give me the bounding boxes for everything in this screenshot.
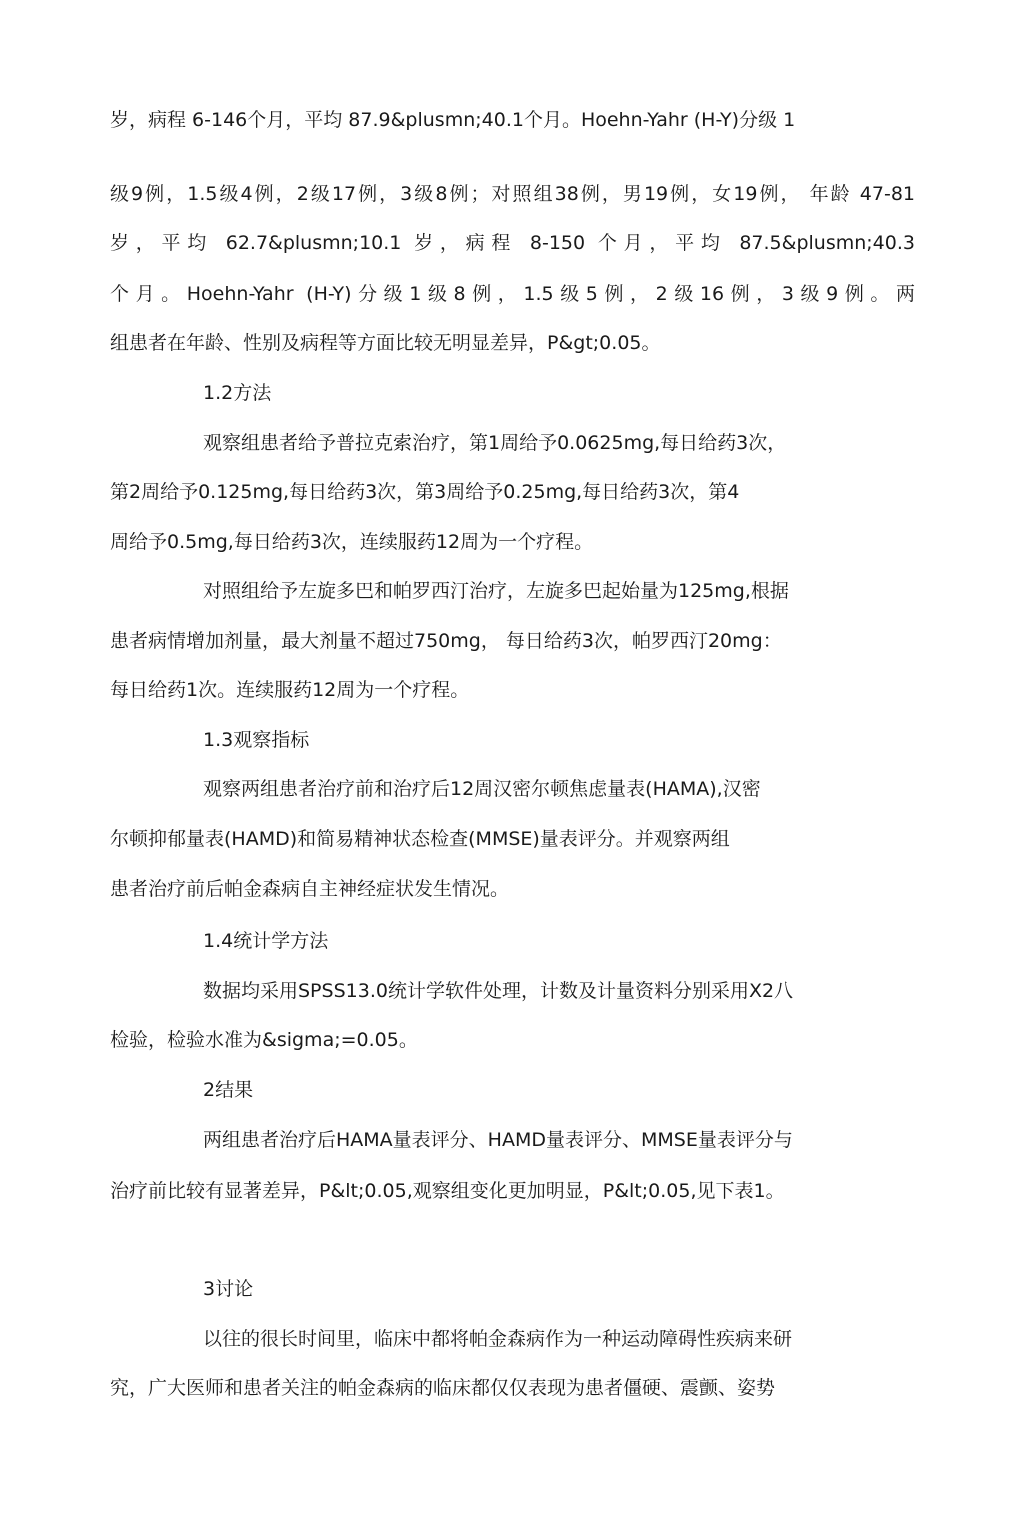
text-line: 尔顿抑郁量表(HAMD)和简易精神状态检查(MMSE)量表评分。并观察两组 [110,828,730,850]
text-line: 治疗前比较有显著差异，P&lt;0.05,观察组变化更加明显，P&lt;0.05,见下表1。 [110,1180,785,1202]
text-line: 每日给药1次。连续服药12周为一个疗程。 [110,679,470,701]
text-line: 级9例，1.5级4例，2级17例，3级8例；对照组38例，男19例，女19例， 年龄 47-81 [110,183,915,205]
text-line: 周给予0.5mg,每日给药3次，连续服药12周为一个疗程。 [110,531,594,553]
section-heading: 2结果 [203,1079,254,1101]
text-line: 两组患者治疗后HAMA量表评分、HAMD量表评分、MMSE量表评分与 [203,1129,793,1151]
text-line: 数据均采用SPSS13.0统计学软件处理，计数及计量资料分别采用X2八 [203,980,794,1002]
section-heading: 1.3观察指标 [203,729,310,751]
text-line: 患者病情增加剂量，最大剂量不超过750mg， 每日给药3次，帕罗西汀20mg： [110,630,782,652]
text-line: 岁，平均 62.7&plusmn;10.1 岁，病程 8-150 个月，平均 87.5&plusmn;40.3 [110,232,915,254]
text-line: 观察组患者给予普拉克索治疗，第1周给予0.0625mg,每日给药3次， [203,432,787,454]
text-line: 第2周给予0.125mg,每日给药3次，第3周给予0.25mg,每日给药3次，第4 [110,481,740,503]
text-line: 岁，病程 6-146个月，平均 87.9&plusmn;40.1个月。Hoehn-Yahr (H-Y)分级 1 [110,109,796,131]
section-heading: 1.2方法 [203,382,272,404]
section-heading: 3讨论 [203,1278,254,1300]
text-line: 个月。Hoehn-Yahr (H-Y)分级1级8例，1.5级5例，2级16例，3级9例。两 [110,283,915,305]
text-line: 对照组给予左旋多巴和帕罗西汀治疗，左旋多巴起始量为125mg,根据 [203,580,789,602]
text-line: 组患者在年龄、性别及病程等方面比较无明显差异，P&gt;0.05。 [110,332,661,354]
text-line: 究，广大医师和患者关注的帕金森病的临床都仅仅表现为患者僵硬、震颤、姿势 [110,1377,776,1399]
section-heading: 1.4统计学方法 [203,930,329,952]
text-line: 检验，检验水准为&sigma;=0.05。 [110,1029,418,1051]
text-line: 观察两组患者治疗前和治疗后12周汉密尔顿焦虑量表(HAMA),汉密 [203,778,761,800]
text-line: 患者治疗前后帕金森病自主神经症状发生情况。 [110,878,510,900]
text-line: 以往的很长时间里，临床中都将帕金森病作为一种运动障碍性疾病来研 [203,1328,793,1350]
